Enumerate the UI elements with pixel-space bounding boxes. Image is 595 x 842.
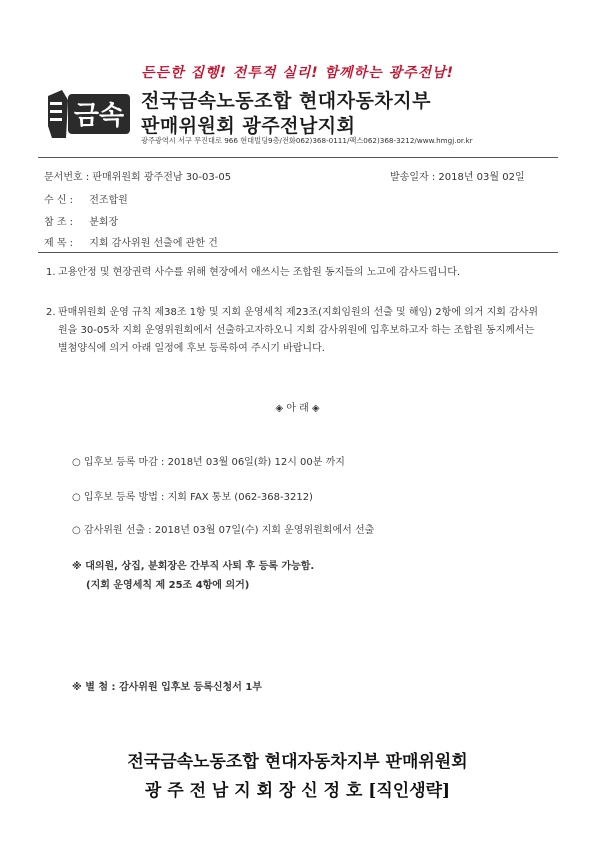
- signature-name: 광 주 전 남 지 회 장 신 정 호 [직인생략]: [144, 781, 451, 801]
- paragraph-2-text: 판매위원회 운영 규칙 제38조 1항 및 지회 운영세칙 제23조(지회임원의 선출 및 해임) 2항에 의거 지회 감사위원을 30-05차 지회 운영위원회에서 선출하고자하오니 지회 감사위원에 입후보하고자 하는 조합원 동지께서는 별첨양식에 의거 아래 일정에 후보 등록하여 주시기 바랍니다.: [58, 307, 539, 354]
- union-logo: [42, 86, 134, 144]
- subject-label: 제 목 :: [44, 238, 74, 249]
- paragraph-1: [46, 264, 546, 282]
- eligibility-note-basis: (지회 운영세칙 제 25조 4항에 의거): [86, 580, 250, 591]
- list-item: ○ 입후보 등록 방법 : 지회 FAX 통보 (062-368-3212): [72, 492, 313, 503]
- send-date-row: [390, 168, 525, 183]
- doc-number-label: 문서번호 :: [44, 172, 90, 183]
- attachment-note: ※ 별 첨 : 감사위원 입후보 등록신청서 1부: [72, 682, 262, 693]
- paragraph-2: [46, 304, 546, 358]
- paragraph-2-number: 2.: [46, 307, 56, 318]
- recipient-label: 수 신 :: [44, 195, 74, 206]
- paragraph-1-number: 1.: [46, 267, 56, 278]
- org-name-line1: 전국금속노동조합 현대자동차지부: [141, 90, 431, 112]
- eligibility-note: ※ 대의원, 상집, 분회장은 간부직 사퇴 후 등록 가능함.: [72, 561, 315, 572]
- org-name-line2: 판매위원회 광주전남지회: [141, 115, 356, 137]
- list-item: ○ 감사위원 선출 : 2018년 03월 07일(수) 지회 운영위원회에서 선출: [72, 525, 375, 536]
- doc-number-value: 판매위원회 광주전남 30-03-05: [92, 172, 232, 183]
- subject-value: 지회 감사위원 선출에 관한 건: [89, 238, 218, 249]
- recipient-value: 전조합원: [89, 195, 128, 206]
- signature-org: 전국금속노동조합 현대자동차지부 판매위원회: [127, 752, 468, 772]
- paragraph-1-text: 고용안정 및 현장권력 사수를 위해 현장에서 애쓰시는 조합원 동지들의 노고에 감사드립니다.: [58, 267, 461, 278]
- org-address: 광주광역시 서구 무진대로 966 현대빌딩9층/전화062)368-0111/팩스062)368-3212/www.hmgj.or.kr: [141, 136, 473, 145]
- reference-label: 참 조 :: [44, 217, 74, 228]
- reference-value: 분회장: [89, 217, 119, 228]
- subject-row: [44, 234, 218, 249]
- recipient-row: [44, 191, 128, 206]
- doc-number-row: [44, 168, 231, 183]
- meta-rule: [38, 252, 558, 253]
- slogan: 든든한 집행! 전투적 실리! 함께하는 광주전남!: [141, 65, 454, 81]
- fist-icon: [48, 90, 68, 138]
- send-date-value: 2018년 03월 02일: [438, 172, 525, 183]
- below-heading: ◈ 아 래 ◈: [275, 403, 320, 414]
- list-item: ○ 입후보 등록 마감 : 2018년 03월 06일(화) 12시 00분 까지: [72, 457, 345, 468]
- reference-row: [44, 213, 118, 228]
- logo-text: 금속: [73, 101, 125, 131]
- header-rule: [38, 157, 558, 158]
- send-date-label: 발송일자 :: [390, 172, 436, 183]
